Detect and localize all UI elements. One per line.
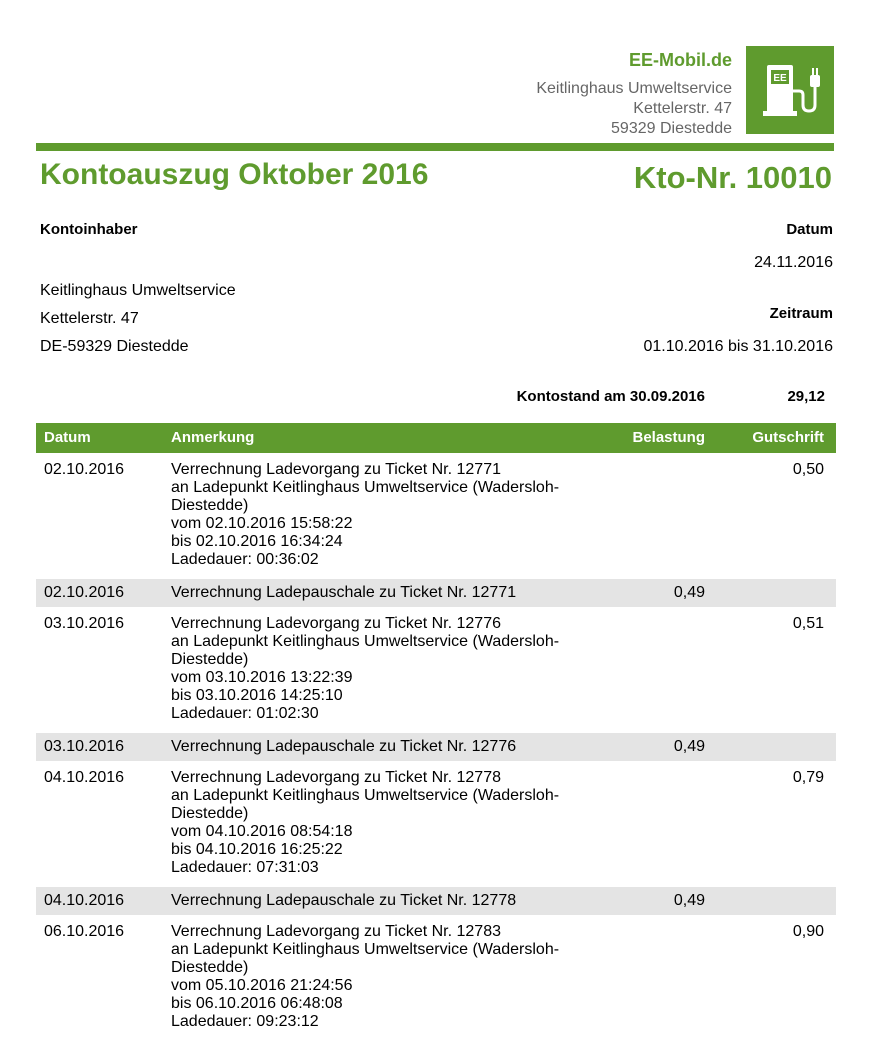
row-date: 03.10.2016: [44, 615, 125, 632]
header-divider: [36, 143, 834, 151]
row-date: 02.10.2016: [44, 461, 125, 478]
date-label: Datum: [786, 221, 833, 238]
note-line: an Ladepunkt Keitlinghaus Umweltservice (Wadersloh-: [171, 941, 560, 958]
note-line: bis 04.10.2016 16:25:22: [171, 841, 343, 858]
opening-balance-value: 29,12: [787, 388, 825, 405]
note-line: Ladedauer: 07:31:03: [171, 859, 319, 876]
row-debit: 0,49: [673, 738, 705, 755]
note-line: Diestedde): [171, 651, 249, 668]
logo: [746, 46, 834, 134]
charging-station-icon: [755, 55, 825, 125]
note-line: vom 02.10.2016 15:58:22: [171, 515, 353, 532]
account-number: Kto-Nr. 10010: [633, 160, 832, 195]
company-street: Kettelerstr. 47: [633, 100, 732, 117]
table-row: [36, 733, 836, 761]
note-line: bis 02.10.2016 16:34:24: [171, 533, 343, 550]
row-date: 02.10.2016: [44, 584, 125, 601]
statement-date: 24.11.2016: [754, 254, 833, 271]
company-address: [536, 46, 732, 137]
row-debit: 0,49: [673, 584, 705, 601]
table-row: [36, 887, 836, 915]
note-line: Verrechnung Ladevorgang zu Ticket Nr. 12771: [171, 461, 501, 478]
row-date: 04.10.2016: [44, 769, 125, 786]
note-line: Diestedde): [171, 805, 249, 822]
note-line: Ladedauer: 01:02:30: [171, 705, 319, 722]
table-row: [36, 457, 836, 575]
table-row: [36, 765, 836, 883]
note-line: an Ladepunkt Keitlinghaus Umweltservice (Wadersloh-: [171, 787, 560, 804]
note-line: Diestedde): [171, 497, 249, 514]
note-line: bis 03.10.2016 14:25:10: [171, 687, 343, 704]
logo-text: EE: [773, 73, 787, 84]
note-line: an Ladepunkt Keitlinghaus Umweltservice (Wadersloh-: [171, 479, 560, 496]
note-line: Verrechnung Ladevorgang zu Ticket Nr. 12776: [171, 615, 501, 632]
holder-city: DE-59329 Diestedde: [40, 338, 189, 355]
note-line: Diestedde): [171, 959, 249, 976]
column-header-date: Datum: [44, 429, 91, 446]
row-date: 06.10.2016: [44, 923, 125, 940]
letterhead: [536, 46, 834, 137]
holder-name: Keitlinghaus Umweltservice: [40, 282, 236, 299]
table-row: [36, 611, 836, 729]
opening-balance-label: Kontostand am 30.09.2016: [516, 388, 705, 405]
table-header: [36, 423, 836, 453]
brand-name: EE-Mobil.de: [629, 50, 732, 70]
company-city: 59329 Diestedde: [611, 120, 732, 137]
note-line: Ladedauer: 00:36:02: [171, 551, 319, 568]
note-line: Verrechnung Ladepauschale zu Ticket Nr. 12776: [171, 738, 517, 755]
statement-period: 01.10.2016 bis 31.10.2016: [643, 338, 833, 355]
note-line: Verrechnung Ladevorgang zu Ticket Nr. 12778: [171, 769, 501, 786]
holder-street: Kettelerstr. 47: [40, 310, 139, 327]
note-line: Ladedauer: 09:23:12: [171, 1013, 319, 1030]
note-line: vom 03.10.2016 13:22:39: [171, 669, 353, 686]
row-note: [171, 584, 516, 602]
note-line: vom 04.10.2016 08:54:18: [171, 823, 353, 840]
page-title: Kontoauszug Oktober 2016: [40, 158, 429, 191]
row-credit: 0,50: [792, 461, 824, 478]
row-date: 04.10.2016: [44, 892, 125, 909]
row-note: [171, 923, 559, 1031]
period-label: Zeitraum: [769, 305, 833, 322]
note-line: vom 05.10.2016 21:24:56: [171, 977, 353, 994]
note-line: bis 06.10.2016 06:48:08: [171, 995, 343, 1012]
row-note: [171, 892, 516, 910]
row-debit: 0,49: [673, 892, 705, 909]
transactions-table: [36, 423, 836, 1037]
company-name: Keitlinghaus Umweltservice: [536, 80, 732, 97]
row-credit: 0,51: [792, 615, 824, 632]
column-header-debit: Belastung: [632, 429, 705, 446]
row-note: [171, 738, 516, 756]
row-note: [171, 615, 559, 723]
row-date: 03.10.2016: [44, 738, 125, 755]
table-row: [36, 919, 836, 1037]
holder-label: Kontoinhaber: [40, 221, 138, 238]
row-credit: 0,90: [792, 923, 824, 940]
note-line: Verrechnung Ladevorgang zu Ticket Nr. 12783: [171, 923, 501, 940]
note-line: Verrechnung Ladepauschale zu Ticket Nr. 12778: [171, 892, 517, 909]
note-line: an Ladepunkt Keitlinghaus Umweltservice (Wadersloh-: [171, 633, 560, 650]
table-row: [36, 579, 836, 607]
column-header-credit: Gutschrift: [752, 429, 824, 446]
column-header-note: Anmerkung: [171, 429, 255, 446]
row-note: [171, 769, 559, 877]
row-credit: 0,79: [792, 769, 824, 786]
row-note: [171, 461, 559, 569]
note-line: Verrechnung Ladepauschale zu Ticket Nr. 12771: [171, 584, 517, 601]
